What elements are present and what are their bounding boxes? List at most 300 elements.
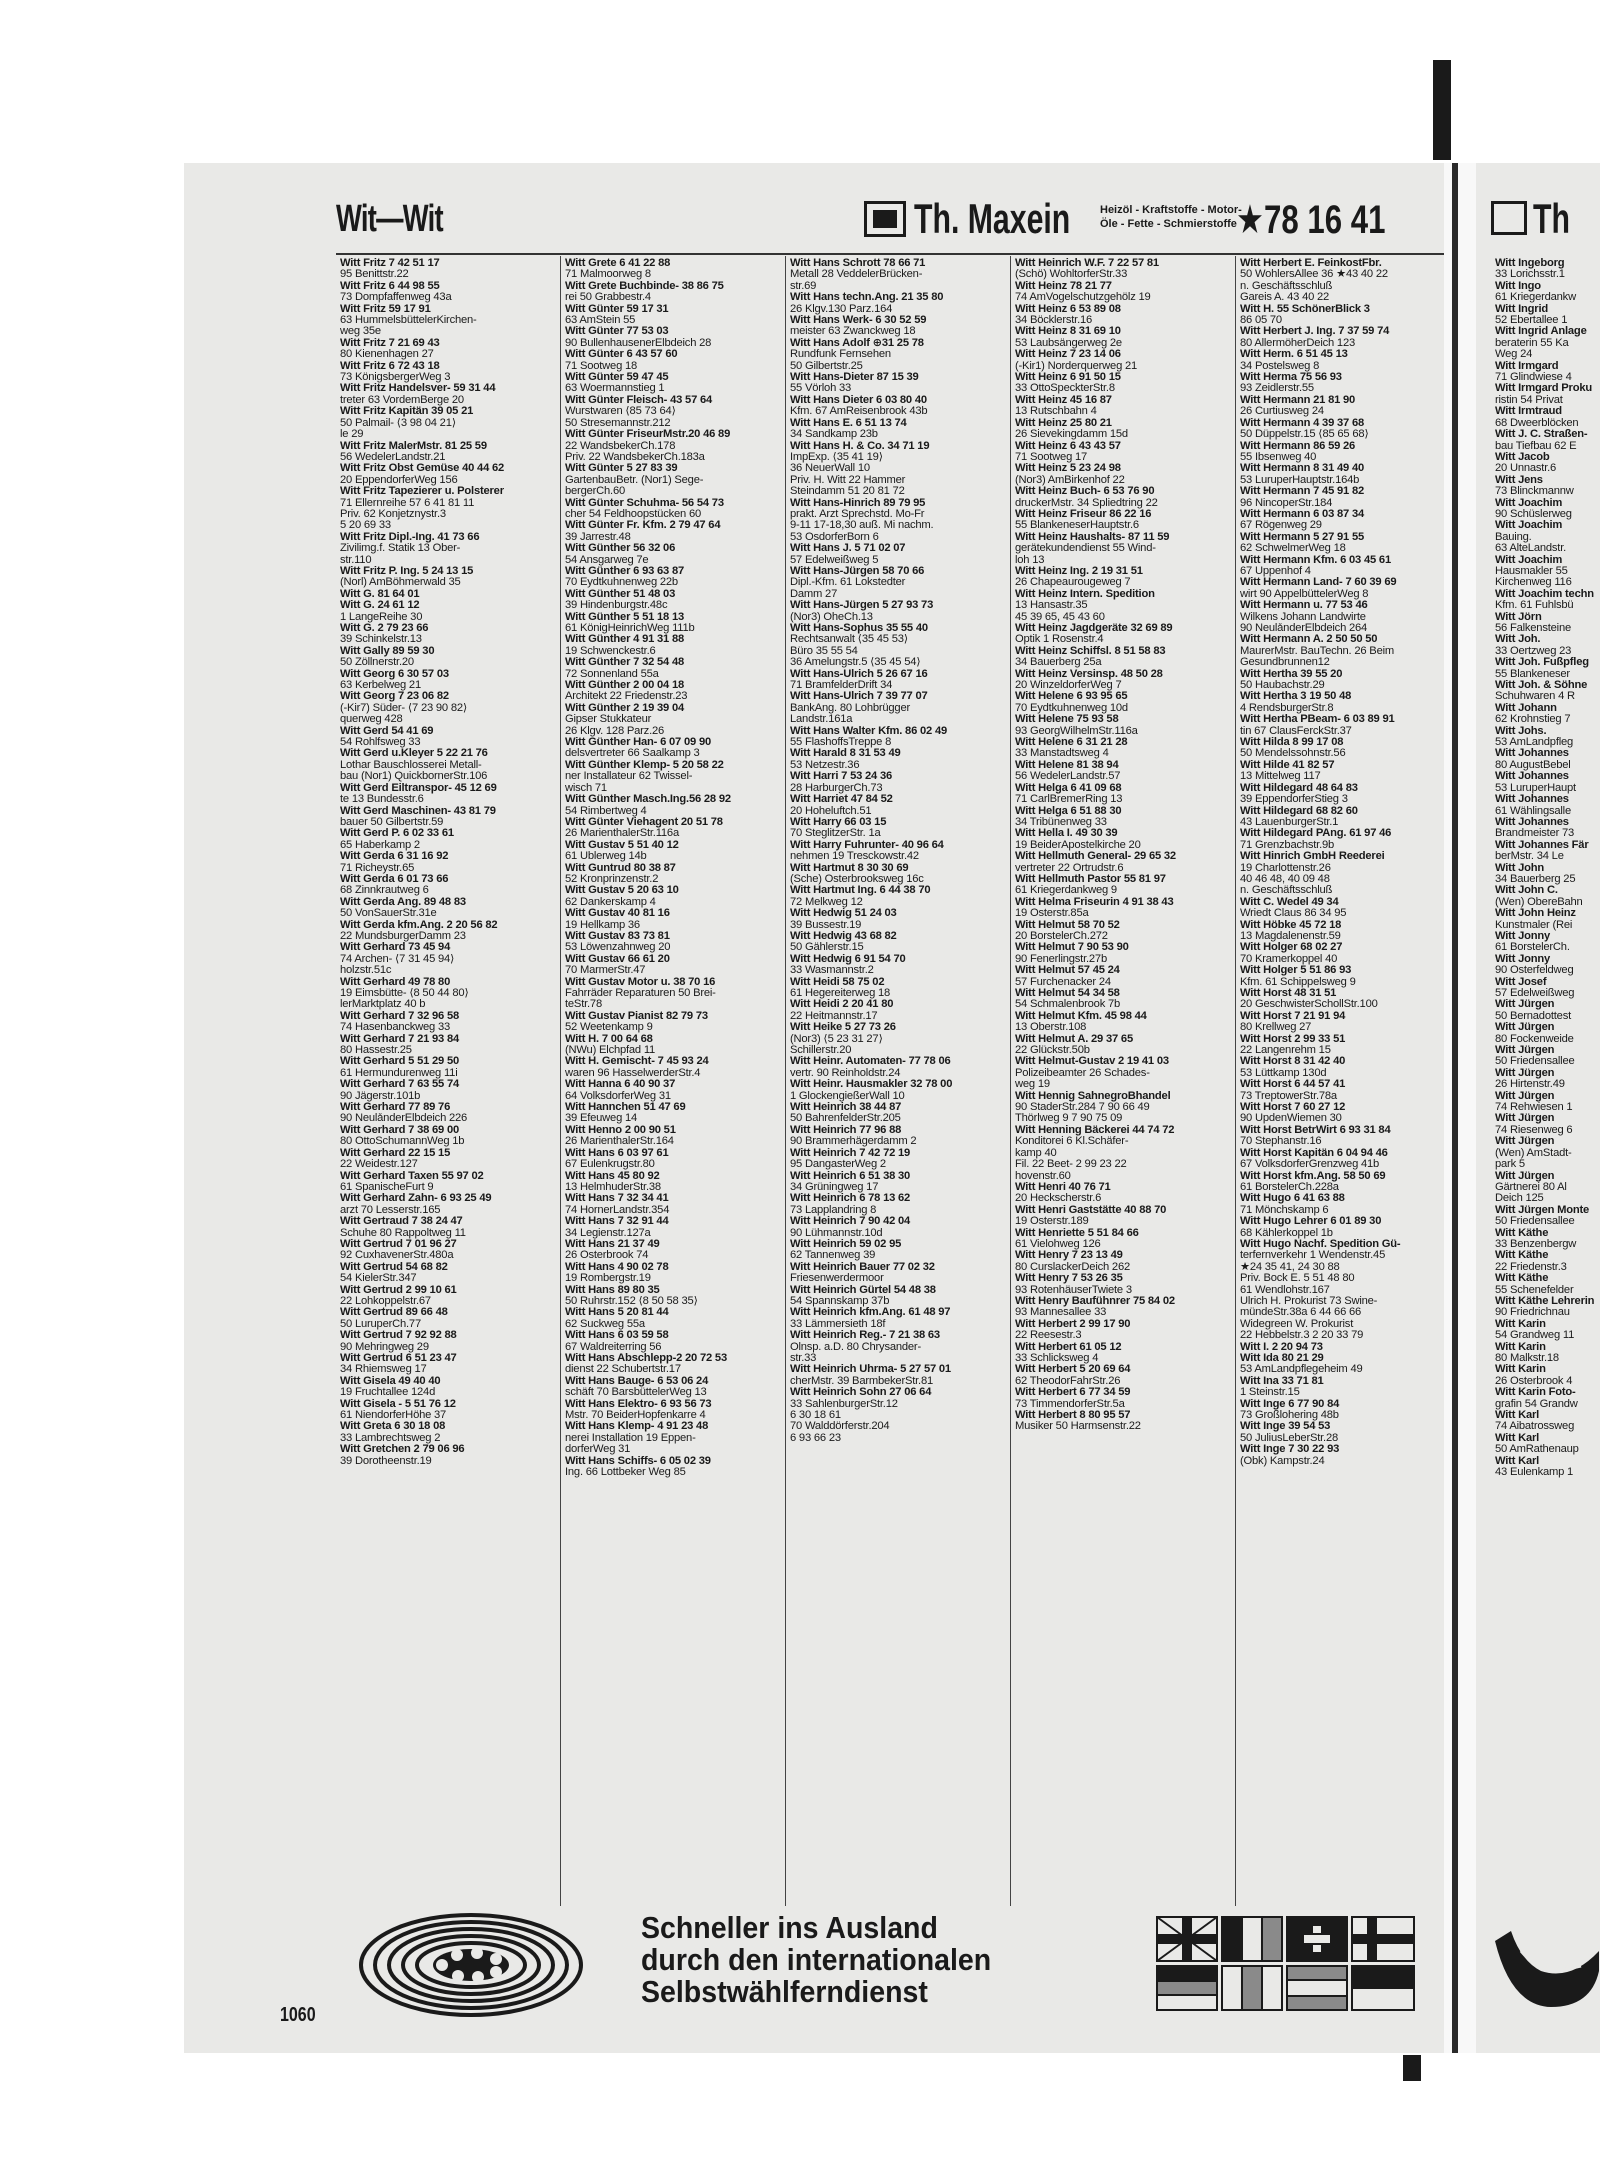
next-page-entry: Witt Johannes xyxy=(1495,794,1569,806)
listing-entry: Witt Gustav 66 61 20 xyxy=(565,953,670,965)
next-page-entry: Witt Karin xyxy=(1495,1364,1546,1376)
next-page-entry: 20 Unnastr.6 xyxy=(1495,463,1557,475)
listing-entry: cher 54 Feldhoopstücken 60 xyxy=(565,508,701,520)
listing-entry: Witt Günter Fleisch- 43 57 64 xyxy=(565,394,713,406)
next-page-entry: Witt Johannes xyxy=(1495,748,1569,760)
listing-entry: 53 AmLandpflegeheim 49 xyxy=(1240,1364,1363,1376)
listing-entry: Witt Gertrud 6 51 23 47 xyxy=(340,1353,457,1364)
listing-entry: Witt Hildegard 68 82 60 xyxy=(1240,805,1358,817)
next-page-entry: Witt John Heinz xyxy=(1495,908,1576,920)
listing-entry: Witt Günther Masch.Ing.56 28 92 xyxy=(565,794,731,806)
listing-entry: Fil. 22 Beet- 2 99 23 22 xyxy=(1015,1159,1127,1171)
listing-entry: Witt Hannchen 51 47 69 xyxy=(565,1102,686,1114)
next-page-entry: Witt Johs. xyxy=(1495,725,1547,737)
next-page-header xyxy=(1491,191,1600,247)
listing-entry: Witt Helma Friseurin 4 91 38 43 xyxy=(1015,896,1174,908)
next-page-entry: Hausmakler 55 xyxy=(1495,565,1568,577)
listing-entry: Witt Heike 5 27 73 26 xyxy=(790,1022,896,1034)
listing-entry: 71 Richeystr.65 xyxy=(340,862,415,874)
listing-entry: Witt Hans Abschlepp-2 20 72 53 xyxy=(565,1353,727,1364)
next-page-entry: 73 Blinckmannw xyxy=(1495,486,1574,498)
listing-entry: teStr.78 xyxy=(565,999,602,1011)
listing-entry: 22 MundsburgerDamm 23 xyxy=(340,930,466,942)
next-page-entry: Witt Johannes xyxy=(1495,816,1569,828)
next-page-entry: Witt Jürgen xyxy=(1495,1067,1555,1079)
listing-entry: Witt Fritz 7 42 51 17 xyxy=(340,258,440,269)
listing-entry: 90 NeulånderElbdeich 264 xyxy=(1240,623,1368,634)
listing-entry: str.33 xyxy=(790,1353,817,1364)
listing-entry: Witt Hans techn.Ang. 21 35 80 xyxy=(790,292,944,304)
listing-entry: Witt Gisela 49 40 40 xyxy=(340,1375,441,1387)
listing-entry: Witt Gerd Maschinen- 43 81 79 xyxy=(340,805,496,817)
listing-entry: 34 Rhiemsweg 17 xyxy=(340,1364,427,1376)
listing-entry: Witt Horst 2 99 33 51 xyxy=(1240,1033,1346,1045)
listing-entry: lerMarktplatz 40 b xyxy=(340,999,426,1011)
listing-entry: Witt Helga 6 41 09 68 xyxy=(1015,782,1122,794)
next-page-entry: Witt John xyxy=(1495,862,1545,874)
listing-entry: 95 DangasterWeg 2 xyxy=(790,1159,886,1171)
listing-entry: cherMstr. 39 BarmbekerStr.81 xyxy=(790,1375,934,1387)
listing-entry: Witt Hellmuth General- 29 65 32 xyxy=(1015,851,1176,863)
listing-entry: Witt Heinrich Uhrma- 5 27 57 01 xyxy=(790,1364,951,1376)
listing-entry: (Nor3) OheCh.13 xyxy=(790,611,873,623)
next-page-entry: Witt Jürgen xyxy=(1495,1090,1555,1102)
listing-entry: Rundfunk Fernsehen xyxy=(790,349,891,361)
listing-entry: Witt Günther 2 00 04 18 xyxy=(565,680,685,692)
listing-entry: 50 Gilbertstr.25 xyxy=(790,360,863,372)
listing-entry: 13 Rutschbahn 4 xyxy=(1015,406,1097,418)
listing-entry: Witt Günther Han- 6 07 09 90 xyxy=(565,737,711,749)
listing-entry: Witt Hans Werk- 6 30 52 59 xyxy=(790,315,927,327)
listing-entry: 50 Zöllnerstr.20 xyxy=(340,657,414,669)
next-page-entry: Witt Jörn xyxy=(1495,611,1542,623)
listing-entry: Witt Hans Walter Kfm. 86 02 49 xyxy=(790,725,947,737)
listing-entry: 50 LuruperCh.77 xyxy=(340,1318,421,1330)
next-page-entry: Witt Johannes Fär xyxy=(1495,839,1589,851)
listing-entry: Witt Günter 59 17 31 xyxy=(565,303,669,315)
listing-entry: 20 Hoheluftch.51 xyxy=(790,805,872,817)
listing-entry: tin 67 ClausFerckStr.37 xyxy=(1240,725,1352,737)
next-page-entry: Witt Joachim xyxy=(1495,554,1563,566)
listing-entry: Witt Hertha 3 19 50 48 xyxy=(1240,691,1352,703)
listing-entry: Witt Heinrich kfm.Ang. 61 48 97 xyxy=(790,1307,951,1319)
listing-entry: Witt Heinz 6 43 43 57 xyxy=(1015,440,1121,452)
listing-entry: Witt Heidi 2 20 41 80 xyxy=(790,999,894,1011)
listing-entry: 54 Ansgarweg 7e xyxy=(565,554,649,566)
listing-entry: Witt Herm. 6 51 45 13 xyxy=(1240,349,1348,361)
listing-entry: 90 NeulånderElbdeich 226 xyxy=(340,1113,468,1125)
listing-entry: 55 Ibsenweg 40 xyxy=(1240,451,1317,463)
listing-entry: 50 Palmail- ⟨3 98 04 21⟩ xyxy=(340,417,456,429)
listing-entry: 74 AmVogelschutzgehölz 19 xyxy=(1015,292,1151,304)
listing-entry: Metall 28 VeddelerBrücken- xyxy=(790,269,923,281)
listing-entry: Witt Gerhard 22 15 15 xyxy=(340,1147,451,1159)
listing-entry: Witt Hermann A. 2 50 50 50 xyxy=(1240,634,1378,646)
next-page-entry: 53 AmLandpfleg xyxy=(1495,737,1574,749)
next-page-entry: 74 Rehwiesen 1 xyxy=(1495,1102,1573,1114)
listing-entry: Witt Helga 6 51 88 30 xyxy=(1015,805,1122,817)
listing-entry: 39 Schinkelstr.13 xyxy=(340,634,422,646)
listing-entry: 26 Osterbrook 74 xyxy=(565,1250,649,1262)
listing-entry: (Norl) AmBöhmerwald 35 xyxy=(340,577,461,589)
listing-entry: meister 63 Zwanckweg 18 xyxy=(790,326,916,338)
listing-entry: (Sche) Osterbrooksweg 16c xyxy=(790,873,924,885)
listing-entry: 50 Düppelstr.15 ⟨85 65 68⟩ xyxy=(1240,429,1369,441)
listing-entry: Witt Hertha 39 55 20 xyxy=(1240,668,1343,680)
listing-entry: 70 SteglitzerStr. 1a xyxy=(790,828,881,840)
listing-entry: 34 Bauerberg 25a xyxy=(1015,657,1102,669)
next-page-entry: ristin 54 Privat xyxy=(1495,394,1563,406)
next-page-entry: park 5 xyxy=(1495,1159,1525,1171)
listing-entry: Wurstwaren ⟨85 73 64⟩ xyxy=(565,406,676,418)
listing-entry: Witt Fritz Handelsver- 59 31 44 xyxy=(340,383,496,395)
listing-entry: 71 CarlBremerRing 13 xyxy=(1015,794,1123,806)
listing-entry: 70 Kramerkoppel 40 xyxy=(1240,953,1338,965)
next-page-entry: 22 Friedenstr.3 xyxy=(1495,1261,1567,1273)
listing-entry: Witt Heinz Friseur 86 22 16 xyxy=(1015,508,1152,520)
listing-entry: vertreter 22 Ortrudstr.6 xyxy=(1015,862,1124,874)
listing-entry: Witt Heinz 45 16 87 xyxy=(1015,394,1112,406)
next-page-entry: Witt Irmtraud xyxy=(1495,406,1562,418)
next-page-entry: Witt Karl xyxy=(1495,1410,1540,1422)
listing-entry: vertr. 90 Reinholdstr.24 xyxy=(790,1067,901,1079)
listing-entry: 26 MarienthalerStr.164 xyxy=(565,1136,674,1148)
listing-entry: 56 WedelerLandstr.21 xyxy=(340,451,446,463)
listing-entry: 61 Wendlohstr.167 xyxy=(1240,1284,1330,1296)
next-page-hand-icon xyxy=(1491,1911,1600,2021)
scanned-page xyxy=(184,163,1600,2053)
listing-entry: 55 FlashoffsTreppe 8 xyxy=(790,737,892,749)
next-page-entry: Witt Jonny xyxy=(1495,930,1551,942)
listing-entry: Witt Fritz Dipl.-Ing. 41 73 66 xyxy=(340,531,480,543)
listing-entry: 71 Grenzbachstr.9b xyxy=(1240,839,1335,851)
listing-entry: 50 Gählerstr.15 xyxy=(790,942,864,954)
listing-entry: 93 GeorgWilhelmStr.116a xyxy=(1015,725,1138,737)
page-gutter xyxy=(1444,163,1476,2053)
listing-entry: Witt Günter 77 53 03 xyxy=(565,326,669,338)
listing-entry: Witt Hans 21 37 49 xyxy=(565,1238,660,1250)
listing-entry: Witt Günter 59 47 45 xyxy=(565,372,669,384)
listing-entry: Witt Hermann 8 31 49 40 xyxy=(1240,463,1365,475)
listing-entry: Witt Ida 80 21 29 xyxy=(1240,1353,1324,1364)
listing-entry: Witt Günter FriseurMstr.20 46 89 xyxy=(565,429,731,441)
advert-company-name: Th. Maxein xyxy=(914,195,1071,242)
listing-entry: Witt Gertrud 54 68 82 xyxy=(340,1261,448,1273)
listing-entry: 73 TreptowerStr.78a xyxy=(1240,1090,1337,1102)
listing-entry: Witt Hildegard PAng. 61 97 46 xyxy=(1240,828,1392,840)
next-page-entry: Witt Ingrid xyxy=(1495,303,1548,315)
listing-entry: Witt Heinrich 7 90 42 04 xyxy=(790,1216,911,1228)
next-page-entry: 57 Edelweißweg xyxy=(1495,988,1575,999)
listing-entry: Witt Heinz Intern. Spedition xyxy=(1015,588,1155,600)
listing-entry: Witt I. 2 20 94 73 xyxy=(1240,1341,1323,1353)
listing-entry: Witt Henriette 5 51 84 66 xyxy=(1015,1227,1139,1239)
listing-entry: Witt Gerd P. 6 02 33 61 xyxy=(340,828,454,840)
listing-entry: Damm 27 xyxy=(790,588,838,600)
listing-entry: 72 Melkweg 12 xyxy=(790,896,863,908)
next-page-entry: (Wen) AmStadt- xyxy=(1495,1147,1572,1159)
listing-entry: Witt Gerhard Zahn- 6 93 25 49 xyxy=(340,1193,492,1205)
listing-entry: 70 Eydtkuhnenweg 22b xyxy=(565,577,678,589)
next-page-entry: 63 AlteLandstr. xyxy=(1495,543,1567,555)
listing-entry: arzt 70 Lesserstr.165 xyxy=(340,1204,441,1216)
listing-entry: Witt Hertha PBeam- 6 03 89 91 xyxy=(1240,714,1395,726)
next-page-entry: Gärtnerei 80 Al xyxy=(1495,1181,1567,1193)
listing-entry: 34 Böcklerstr.16 xyxy=(1015,315,1093,327)
listing-entry: Witt Heinrich 7 42 72 19 xyxy=(790,1147,911,1159)
listing-entry: 53 LuruperHauptstr.164b xyxy=(1240,474,1360,486)
listing-entry: 26 MarienthalerStr.116a xyxy=(565,828,679,840)
listing-entry: Witt Inge 39 54 53 xyxy=(1240,1421,1331,1433)
listing-entry: 90 Jägerstr.101b xyxy=(340,1090,421,1102)
listing-entry: 33 Lämmersieth 18f xyxy=(790,1318,886,1330)
next-page-head-text: Th xyxy=(1533,195,1570,242)
listing-entry: Kfm. 61 Schippelsweg 9 xyxy=(1240,976,1356,988)
next-page-entry: 53 LuruperHaupt xyxy=(1495,782,1576,794)
listing-entry: Witt Hermann 86 59 26 xyxy=(1240,440,1356,452)
next-page-entry: Witt Jürgen xyxy=(1495,1113,1555,1125)
listing-column-2 xyxy=(561,256,786,1906)
listing-entry: Witt Hans 6 03 59 58 xyxy=(565,1330,669,1342)
listing-entry: 86 05 70 xyxy=(1240,315,1282,327)
listing-entry: Witt Hans Klemp- 4 91 23 48 xyxy=(565,1421,709,1433)
listing-entry: Witt Hans Bauge- 6 53 06 24 xyxy=(565,1375,709,1387)
next-page-entry: 68 Dweerblöcken xyxy=(1495,417,1579,429)
next-page-entry: Witt Käthe xyxy=(1495,1227,1549,1239)
listing-entry: Witt Herbert 5 20 69 64 xyxy=(1015,1364,1131,1376)
listing-entry: bau (Nor1) QuickbornerStr.106 xyxy=(340,771,488,783)
listing-entry: 63 Kerbelweg 21 xyxy=(340,680,421,692)
telephone-dial-icon xyxy=(356,1910,586,2020)
listing-entry: 50 WohlersAllee 36 ★43 40 22 xyxy=(1240,269,1388,281)
listing-entry: 53 Lüttkamp 130d xyxy=(1240,1067,1327,1079)
listing-entry: 80 OttoSchumannWeg 1b xyxy=(340,1136,465,1148)
listing-entry: kamp 40 xyxy=(1015,1147,1057,1159)
listing-entry: Witt Horst 8 31 42 40 xyxy=(1240,1056,1346,1068)
listing-entry: 19 Charlottenstr.26 xyxy=(1240,862,1331,874)
listing-entry: Witt Gustav 5 20 63 10 xyxy=(565,885,679,897)
listing-entry: 61 NiendorferHöhe 37 xyxy=(340,1410,447,1422)
listing-entry: 39 EppendorferStieg 3 xyxy=(1240,794,1348,806)
listing-entry: 54 Schmalenbrook 7b xyxy=(1015,999,1121,1011)
listing-entry: GartenbauBetr. (Nor1) Sege- xyxy=(565,474,704,486)
listing-entry: Witt Günter Viehagent 20 51 78 xyxy=(565,816,723,828)
listing-entry: 55 BlankeneserHauptstr.6 xyxy=(1015,520,1139,532)
listing-entry: Witt Greta 6 30 18 08 xyxy=(340,1421,446,1433)
listing-entry: gerätekundendienst 55 Wind- xyxy=(1015,543,1156,555)
header-advert xyxy=(864,191,1444,247)
listing-entry: (-Kir7) Süder- ⟨7 23 90 82⟩ xyxy=(340,702,468,714)
listing-entry: Witt Heinrich 6 51 38 30 xyxy=(790,1170,911,1182)
listing-entry: 70 MarmerStr.47 xyxy=(565,965,646,977)
listing-entry: Witt Gally 89 59 30 xyxy=(340,645,435,657)
listing-entry: Witt Holger 5 51 86 93 xyxy=(1240,965,1352,977)
next-page-entry: Witt Käthe Lehrerin xyxy=(1495,1295,1594,1307)
next-page-entry: beraterin 55 Ka xyxy=(1495,337,1569,349)
listing-entry: 5 20 69 33 xyxy=(340,520,391,532)
listing-entry: 80 CurslackerDeich 262 xyxy=(1015,1261,1130,1273)
listing-entry: 34 Tribünenweg 33 xyxy=(1015,816,1107,828)
listing-entry: Witt H. 7 00 64 68 xyxy=(565,1033,653,1045)
listing-entry: Wilkens Johann Landwirte xyxy=(1240,611,1366,623)
listing-entry: 63 AmStein 55 xyxy=(565,315,636,327)
listing-entry: Witt Gerda kfm.Ang. 2 20 56 82 xyxy=(340,919,498,931)
listing-entry: Witt Hans-Jürgen 5 27 93 73 xyxy=(790,600,934,612)
listing-entry: Konditorei 6 Kl.Schäfer- xyxy=(1015,1136,1129,1148)
next-page-entry: 61 Kriegerdankw xyxy=(1495,292,1576,304)
next-page-entry: berMstr. 34 Le xyxy=(1495,851,1564,863)
listing-entry: (Nor3) AmBirkenhof 22 xyxy=(1015,474,1125,486)
listing-entry: Witt G. 24 61 12 xyxy=(340,600,420,612)
listing-entry: Witt Gerda 6 31 16 92 xyxy=(340,851,449,863)
listing-entry: Dipl.-Kfm. 61 Lokstedter xyxy=(790,577,906,589)
listing-entry: 50 Mendelssohnstr.56 xyxy=(1240,748,1346,760)
listing-entry: bauer 50 Gilbertstr.59 xyxy=(340,816,444,828)
listing-entry: (NWu) Elchpfad 11 xyxy=(565,1045,656,1057)
listing-entry: Witt Horst 6 44 57 41 xyxy=(1240,1079,1346,1091)
listing-entry: Witt Gerhard 7 32 96 58 xyxy=(340,1010,460,1022)
listing-entry: Witt Heinz Haushalts- 87 11 59 xyxy=(1015,531,1170,543)
listing-entry: 63 HummelsbüttelerKirchen- xyxy=(340,315,477,327)
listing-entry: 13 Oberstr.108 xyxy=(1015,1022,1087,1034)
listing-entry: 63 Woermannstieg 1 xyxy=(565,383,665,395)
listing-entry: 43 LauenburgerStr.1 xyxy=(1240,816,1339,828)
listing-entry: 70 Walddörferstr.204 xyxy=(790,1421,890,1433)
next-page-entry: 62 Krohnstieg 7 xyxy=(1495,714,1571,726)
next-page-entry: Deich 125 xyxy=(1495,1193,1544,1205)
listing-entry: Witt Hedwig 6 91 54 70 xyxy=(790,953,906,965)
listing-entry: Witt Herma 75 56 93 xyxy=(1240,372,1342,384)
listing-entry: 26 Sievekingdamm 15d xyxy=(1015,429,1128,441)
listing-entry: 6 93 66 23 xyxy=(790,1432,841,1444)
listing-entry: Witt Hermann 5 27 91 55 xyxy=(1240,531,1365,543)
listing-entry: 71 BramfelderDrift 34 xyxy=(790,680,893,692)
listing-entry: Witt Henno 2 00 90 51 xyxy=(565,1124,676,1136)
listing-entry: Witt Gustav 83 73 81 xyxy=(565,930,670,942)
next-page-entry: 33 Lorichsstr.1 xyxy=(1495,269,1565,281)
listing-entry: Witt Höbke 45 72 18 xyxy=(1240,919,1342,931)
listing-entry: 39 Bussestr.19 xyxy=(790,919,862,931)
listing-entry: Witt Horst BetrWirt 6 93 31 84 xyxy=(1240,1124,1391,1136)
listing-entry: nehmen 19 Tresckowstr.42 xyxy=(790,851,919,863)
next-page-entry: Weg 24 xyxy=(1495,349,1533,361)
listing-entry: Witt Hans H. & Co. 34 71 19 xyxy=(790,440,930,452)
listing-entry: te 13 Bundesstr.6 xyxy=(340,794,424,806)
listing-entry: Witt Gertrud 7 01 96 27 xyxy=(340,1238,457,1250)
listing-entry: Witt Fritz 7 21 69 43 xyxy=(340,337,440,349)
next-page-entry: bau Tiefbau 62 E xyxy=(1495,440,1577,452)
listing-entry: 92 CuxhavenerStr.480a xyxy=(340,1250,454,1262)
listing-entry: 73 Lapplandring 8 xyxy=(790,1204,877,1216)
listing-entry: 80 Kienenhagen 27 xyxy=(340,349,434,361)
listing-entry: str.69 xyxy=(790,280,817,292)
listing-entry: 13 HelmhuderStr.38 xyxy=(565,1181,661,1193)
listing-entry: Witt Hans J. 5 71 02 07 xyxy=(790,543,906,555)
listing-entry: wisch 71 xyxy=(565,782,607,794)
listing-entry: 73 Dompfaffenweg 43a xyxy=(340,292,452,304)
listing-entry: terfernverkehr 1 Wendenstr.45 xyxy=(1240,1250,1386,1262)
listing-entry: hovenstr.60 xyxy=(1015,1170,1071,1182)
listing-entry: Witt Heinz 6 91 50 15 xyxy=(1015,372,1121,384)
next-page-entry: Witt Jürgen xyxy=(1495,999,1555,1011)
listing-entry: Witt Helmut 54 34 58 xyxy=(1015,988,1120,999)
listing-entry: 19 Rombergstr.19 xyxy=(565,1273,651,1285)
next-page-entry: Witt Josef xyxy=(1495,976,1547,988)
listing-entry: Witt Heinz Jagdgeräte 32 69 89 xyxy=(1015,623,1173,634)
listing-entry: 74 Archen- ⟨7 31 45 94⟩ xyxy=(340,953,455,965)
listing-entry: Witt Herbert 6 77 34 59 xyxy=(1015,1387,1131,1399)
listing-entry: waren 96 HasselwerderStr.4 xyxy=(565,1067,701,1079)
listing-entry: 6 30 18 61 xyxy=(790,1410,841,1422)
next-page-entry: 61 BorstelerCh. xyxy=(1495,942,1570,954)
listing-entry: wirt 90 AppelbüttelerWeg 8 xyxy=(1240,588,1369,600)
listing-entry: 28 HarburgerCh.73 xyxy=(790,782,883,794)
next-page-entry: 74 Aibatrossweg xyxy=(1495,1421,1575,1433)
listing-entry: 54 KielerStr.347 xyxy=(340,1273,417,1285)
next-page-entry: 54 Grandweg 11 xyxy=(1495,1330,1575,1342)
listing-entry: Witt Ina 33 71 81 xyxy=(1240,1375,1324,1387)
next-page-entry: Witt Joh. & Söhne xyxy=(1495,680,1588,692)
listing-entry: 80 Krellweg 27 xyxy=(1240,1022,1312,1034)
listing-entry: Witt Hans 7 32 91 44 xyxy=(565,1216,669,1228)
listing-entry: 61 Kriegerdankweg 9 xyxy=(1015,885,1117,897)
listing-entry: Witt Helmut 57 45 24 xyxy=(1015,965,1120,977)
listing-entry: Olnsp. a.D. 80 Chrysander- xyxy=(790,1341,921,1353)
listing-entry: Witt Herbert E. FeinkostFbr. xyxy=(1240,258,1382,269)
listing-entry: Witt Harri 7 53 24 36 xyxy=(790,771,893,783)
listing-entry: Witt Hella I. 49 30 39 xyxy=(1015,828,1118,840)
next-page-entry: Witt Ingrid Anlage xyxy=(1495,326,1587,338)
listing-entry: 22 Hebbelstr.3 2 20 33 79 xyxy=(1240,1330,1364,1342)
listing-entry: Lothar Bauschlosserei Metall- xyxy=(340,759,482,771)
next-page-entry: Witt J. C. Straßen- xyxy=(1495,429,1588,441)
listing-entry: Witt Hugo Nachf. Spedition Gü- xyxy=(1240,1238,1401,1250)
next-page-entry: Witt Joh. xyxy=(1495,634,1541,646)
listing-entry: Witt Gerhard 49 78 80 xyxy=(340,976,451,988)
listing-entry: Witt Günter Fr. Kfm. 2 79 47 64 xyxy=(565,520,721,532)
listing-entry: (Obk) Kampstr.24 xyxy=(1240,1455,1325,1467)
listing-entry: Witt Hilda 8 99 17 08 xyxy=(1240,737,1344,749)
listing-entry: 90 UpdenWiemen 30 xyxy=(1240,1113,1342,1125)
listing-entry: Witt G. 2 79 23 66 xyxy=(340,623,429,634)
listing-entry: 50 JuliusLeberStr.28 xyxy=(1240,1432,1338,1444)
listing-entry: Witt Gerda Ang. 89 48 83 xyxy=(340,896,466,908)
next-page-entry: 26 Osterbrook 4 xyxy=(1495,1375,1573,1387)
listing-entry: Witt Hans 89 80 35 xyxy=(565,1284,660,1296)
listing-entry: Zivilimg.f. Statik 13 Ober- xyxy=(340,543,461,555)
next-page-entry: 90 Osterfeldweg xyxy=(1495,965,1574,977)
listing-entry: 9-11 17-18,30 auß. Mi nachm. xyxy=(790,520,934,532)
listing-entry: Witt Helene 81 38 94 xyxy=(1015,759,1119,771)
listing-entry: Witt Holger 68 02 27 xyxy=(1240,942,1343,954)
listing-entry: 52 Kronprinzenstr.2 xyxy=(565,873,659,885)
listing-entry: 71 Malmoorweg 8 xyxy=(565,269,651,281)
listing-entry: 22 Langenrehm 15 xyxy=(1240,1045,1331,1057)
listing-entry: Rechtsanwalt ⟨35 45 53⟩ xyxy=(790,634,908,646)
listing-entry: dienst 22 Schubertstr.17 xyxy=(565,1364,681,1376)
listing-entry: Witt Inge 7 30 22 93 xyxy=(1240,1444,1340,1456)
listing-entry: Witt Horst kfm.Ang. 58 50 69 xyxy=(1240,1170,1386,1182)
listing-entry: 52 Weetenkamp 9 xyxy=(565,1022,653,1034)
company-logo-icon xyxy=(864,201,906,237)
listing-entry: 57 Edelweißweg 5 xyxy=(790,554,879,566)
listing-entry: 22 Reesestr.3 xyxy=(1015,1330,1082,1342)
listing-entry: n. Geschäftsschluß xyxy=(1240,280,1333,292)
next-page-entry: Witt Karl xyxy=(1495,1432,1540,1444)
listing-entry: 50 Haubachstr.29 xyxy=(1240,680,1325,692)
listing-entry: 26 Curtiusweg 24 xyxy=(1240,406,1324,418)
listing-entry: Witt Hedwig 43 68 82 xyxy=(790,930,897,942)
